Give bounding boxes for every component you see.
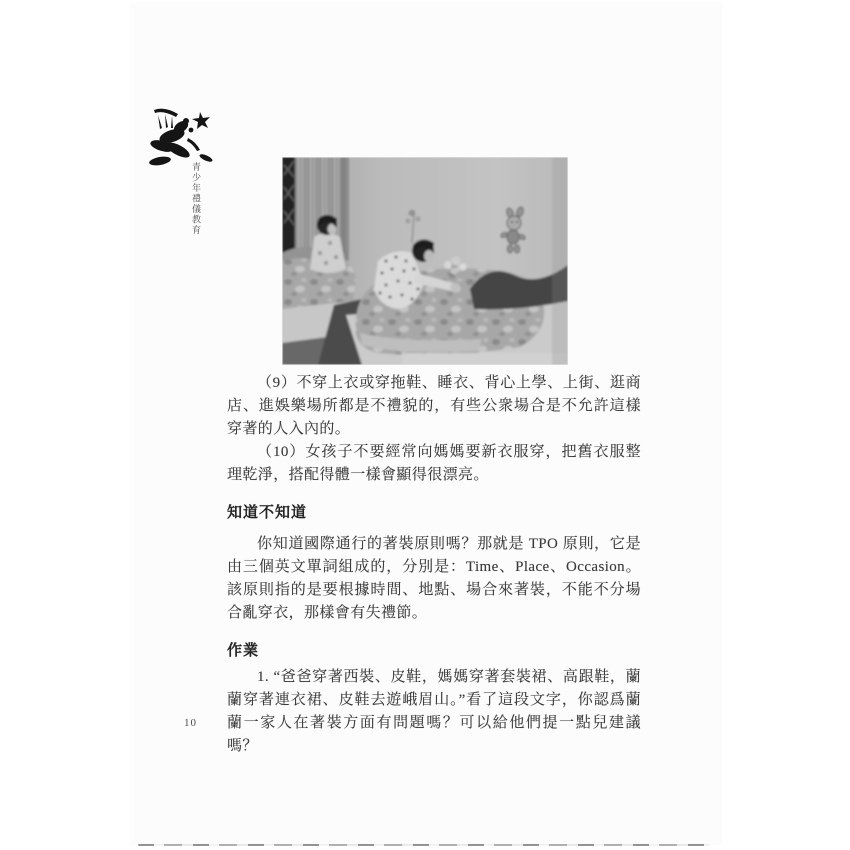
- list-item-10: （10）女孩子不要經常向媽媽要新衣服穿，把舊衣服整理乾淨，搭配得體一樣會顯得很漂亮。: [227, 444, 641, 483]
- know-paragraph: 你知道國際通行的著裝原則嗎？那就是 TPO 原則，它是由三個英文單詞組成的，分別是：Time、Place、Occasion。該原則指的是要根據時間、地點、場合來著裝，不能不分場合亂穿衣，那樣會有失禮節。: [227, 536, 641, 621]
- bedroom-photo-svg: [282, 157, 568, 365]
- series-title-vertical: 青少年禮儀教育: [191, 162, 201, 236]
- list-item-9: （9）不穿上衣或穿拖鞋、睡衣、背心上學、上街、逛商店、進娛樂場所都是不禮貌的，有些公衆場合是不允許這樣穿著的人入內的。: [227, 375, 641, 437]
- text-column: [227, 372, 641, 758]
- page-bottom-scan-edge: [138, 844, 710, 846]
- section-heading-know: 知道不知道: [227, 504, 308, 521]
- section-heading-homework: 作業: [227, 642, 260, 659]
- page-number: 10: [184, 717, 197, 729]
- homework-paragraph: 1. “爸爸穿著西裝、皮鞋，媽媽穿著套裝裙、高跟鞋，蘭蘭穿著連衣裙、皮鞋去遊峨眉山。”看了這段文字，你認爲蘭蘭一家人在著裝方面有問題嗎？可以給他們提一點兒建議嗎？: [227, 669, 641, 754]
- leaf-emblem-svg: [148, 106, 228, 176]
- bedroom-photo: [282, 157, 568, 365]
- leaf-emblem-icon: [148, 106, 228, 176]
